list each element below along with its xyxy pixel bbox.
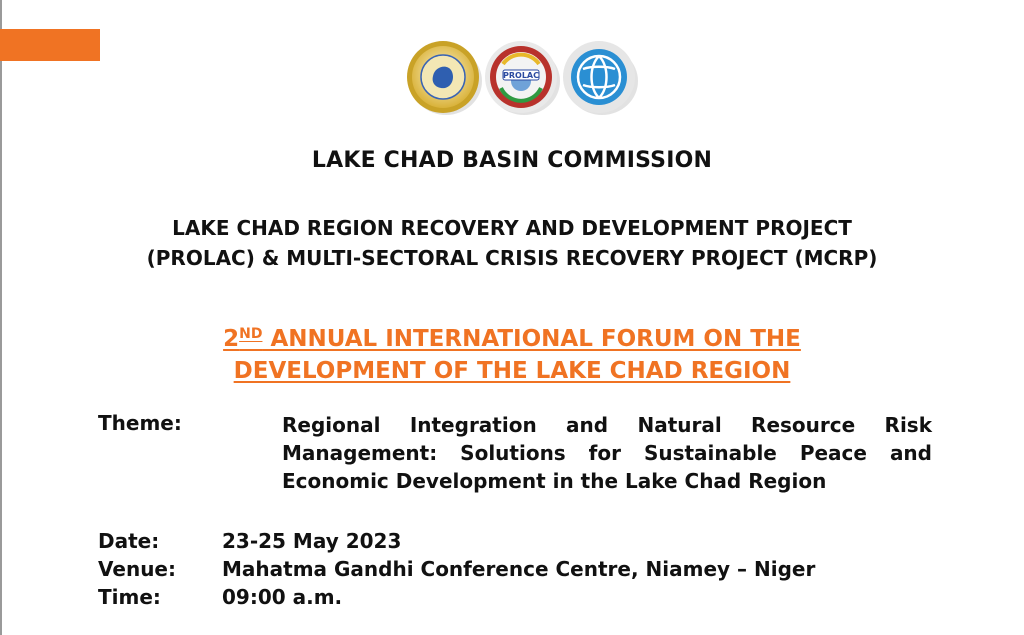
theme-line3: Economic Development in the Lake Chad Region: [282, 469, 827, 493]
project-title-line2: (PROLAC) & MULTI-SECTORAL CRISIS RECOVERY PROJECT (MCRP): [146, 246, 878, 270]
organization-title: LAKE CHAD BASIN COMMISSION: [311, 148, 713, 173]
forum-ordinal-suffix: ND: [239, 326, 263, 342]
project-title: [0, 213, 1024, 273]
theme-text: [282, 411, 932, 495]
theme-line1: Regional Integration and Natural Resource Risk: [282, 413, 932, 437]
forum-title-line2: DEVELOPMENT OF THE LAKE CHAD REGION: [233, 358, 791, 384]
theme-line2: Management: Solutions for Sustainable Peace and: [282, 441, 932, 465]
date-label: Date:: [98, 529, 160, 553]
logo-strip: [403, 30, 643, 130]
theme-label: Theme:: [98, 411, 182, 435]
forum-ordinal-number: 2: [223, 326, 240, 352]
prolac-logo-icon: [481, 36, 563, 118]
project-title-line1: LAKE CHAD REGION RECOVERY AND DEVELOPMENT PROJECT: [172, 216, 852, 240]
date-value: 23-25 May 2023: [222, 529, 402, 553]
date-row: [98, 529, 401, 553]
time-row: [98, 585, 342, 609]
venue-row: [98, 557, 815, 581]
lcbc-seal-icon: [403, 36, 485, 118]
time-label: Time:: [98, 585, 161, 609]
orange-accent-bar: [0, 29, 100, 61]
world-bank-globe-icon: [559, 36, 641, 118]
venue-label: Venue:: [98, 557, 176, 581]
svg-text:PROLAC: PROLAC: [503, 71, 539, 80]
forum-title-line1-rest: ANNUAL INTERNATIONAL FORUM ON THE: [262, 326, 801, 352]
forum-title-line1: [223, 318, 801, 355]
time-value: 09:00 a.m.: [222, 585, 343, 609]
forum-title: [0, 318, 1024, 387]
venue-value: Mahatma Gandhi Conference Centre, Niamey – Niger: [222, 557, 816, 581]
